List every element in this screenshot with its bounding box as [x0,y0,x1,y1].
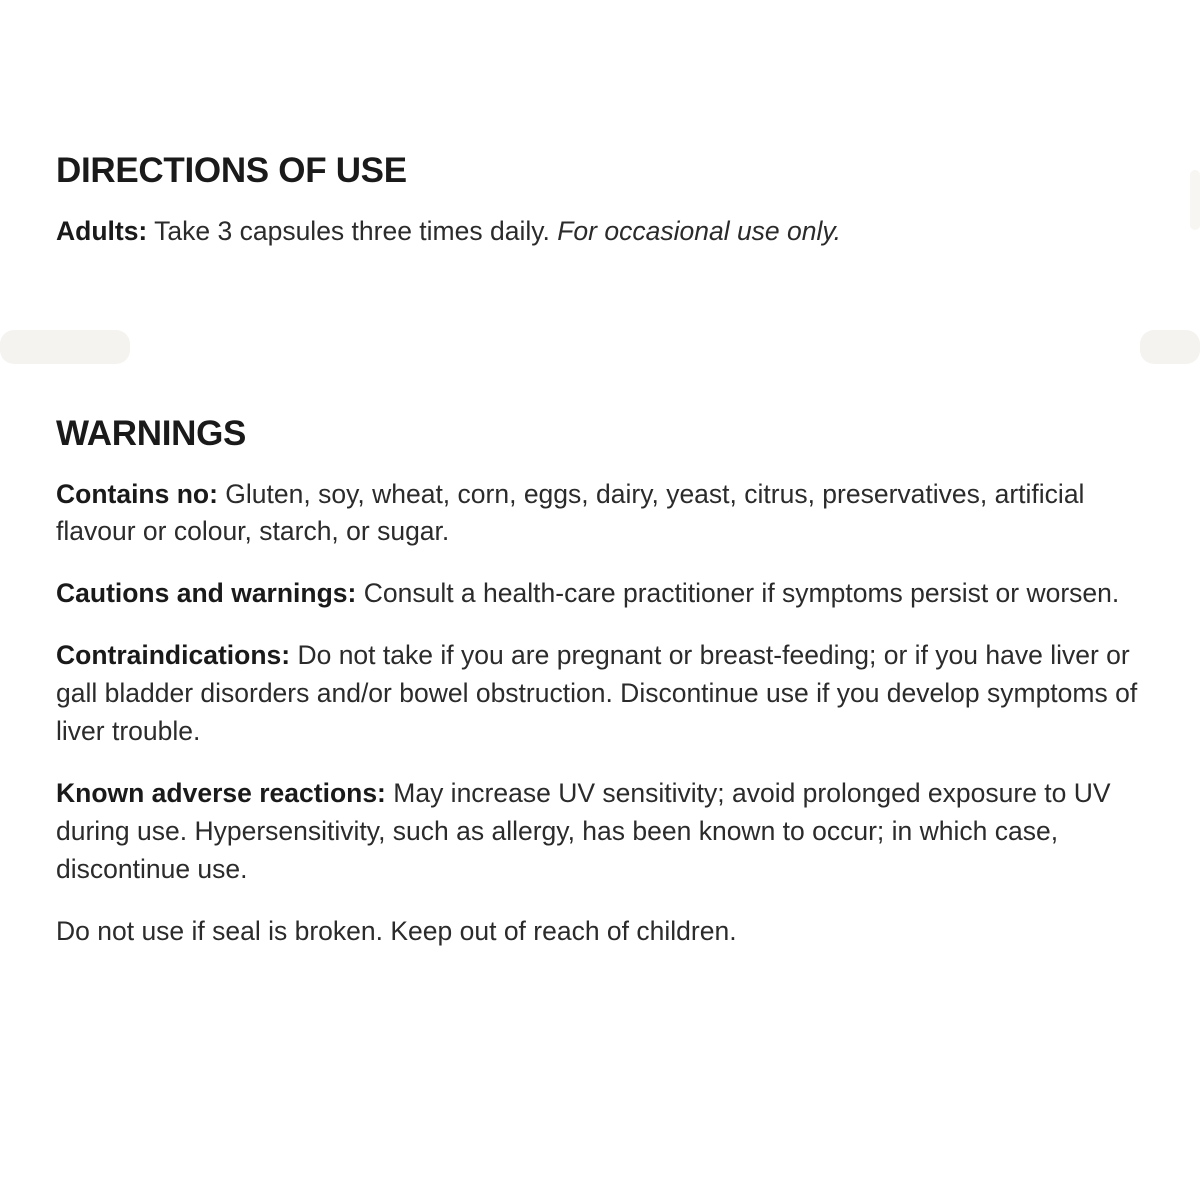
seal-text: Do not use if seal is broken. Keep out of reach of children. [56,915,737,946]
paper-edge-artifact [1190,170,1200,230]
paper-smudge-left [0,330,130,364]
cautions-text: Consult a health-care practitioner if symptoms persist or worsen. [356,578,1120,609]
warnings-heading: WARNINGS [56,414,247,453]
warnings-paragraph-cautions [56,575,1144,613]
directions-paragraph-emphasis: For occasional use only. [557,215,842,246]
contraindications-text: Do not take if you are pregnant or breast-feeding; or if you have liver or gall bladder disorders and/or bowel obstruction. Discontinue use if you develop symptoms of liver trouble. [56,640,1138,746]
warnings-section [56,415,1144,950]
paper-smudge-right [1140,330,1200,364]
cautions-lead: Cautions and warnings: [56,578,357,609]
contains-no-text: Gluten, soy, wheat, corn, eggs, dairy, yeast, citrus, preservatives, artificial flavour or colour, starch, or sugar. [56,478,1085,547]
directions-of-use-section [56,152,1144,250]
adverse-reactions-text: May increase UV sensitivity; avoid prolonged exposure to UV during use. Hypersensitivity, such as allergy, has been known to occur; in which case, discontinue use. [56,777,1111,884]
warnings-paragraph-contains-no [56,476,1144,552]
adverse-reactions-lead: Known adverse reactions: [56,777,386,808]
directions-of-use-heading: DIRECTIONS OF USE [56,151,407,190]
contains-no-lead: Contains no: [56,478,218,509]
contraindications-lead: Contraindications: [56,640,291,671]
warnings-paragraph-adverse-reactions [56,775,1144,889]
warnings-paragraph-contraindications [56,637,1144,751]
warnings-paragraph-seal [56,913,1144,951]
directions-paragraph-lead: Adults: [56,215,148,246]
directions-paragraph-text: Take 3 capsules three times daily. [147,215,558,246]
directions-paragraph [56,213,1144,251]
